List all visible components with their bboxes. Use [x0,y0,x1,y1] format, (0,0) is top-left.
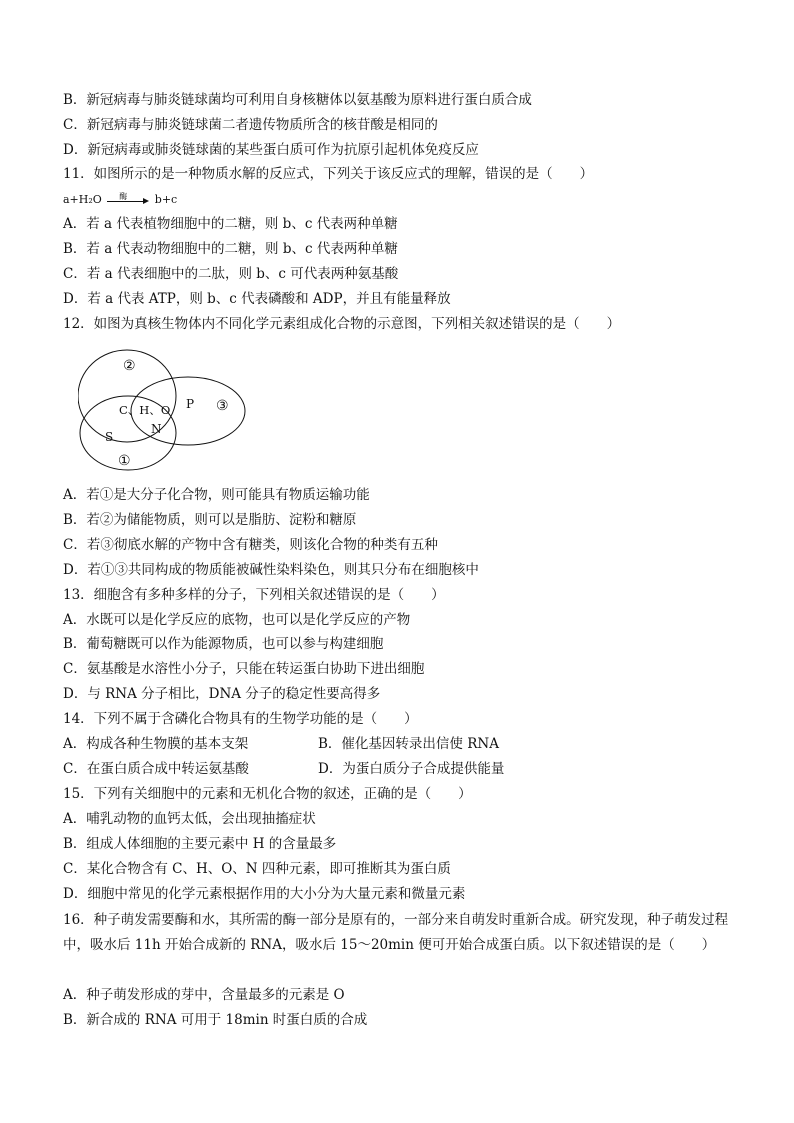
venn-label-n: N [151,422,162,436]
q11-option-d: D．若 a 代表 ATP，则 b、c 代表磷酸和 ADP，并且有能量释放 [63,291,451,307]
q12-option-b: B．若②为储能物质，则可以是脂肪、淀粉和糖原 [63,512,357,528]
venn-label-s: S [105,430,114,444]
q13-option-d: D．与 RNA 分子相比，DNA 分子的稳定性要高得多 [63,686,381,702]
venn-center-elements: C、H、O [119,403,171,417]
q15-option-a: A．哺乳动物的血钙太低，会出现抽搐症状 [63,811,316,827]
q11-option-c: C．若 a 代表细胞中的二肽，则 b、c 可代表两种氨基酸 [63,266,399,282]
q12-option-a: A．若①是大分子化合物，则可能具有物质运输功能 [63,487,370,503]
q16-option-a: A．种子萌发形成的芽中，含量最多的元素是 O [63,987,345,1003]
venn-label-1: ① [118,453,131,469]
q16-stem: 16．种子萌发需要酶和水，其所需的酶一部分是原有的，一部分来自萌发时重新合成。研究发现，种子萌发过程中，吸水后 11h 开始合成新的 RNA，吸水后 15～20min 便可开始合成蛋白质。以下叙述错误的是（ ） [63,912,729,953]
q10-option-d: D．新冠病毒或肺炎链球菌的某些蛋白质可作为抗原引起机体免疫反应 [63,142,479,158]
reaction-arrow-icon [107,192,149,205]
reaction-products: b+c [154,193,178,206]
q12-stem: 12．如图为真核生物体内不同化学元素组成化合物的示意图，下列相关叙述错误的是（ ） [63,316,621,332]
q16-option-b: B．新合成的 RNA 可用于 18min 时蛋白质的合成 [63,1012,368,1028]
q13-stem: 13．细胞含有多种多样的分子，下列相关叙述错误的是（ ） [63,587,445,603]
q15-option-b: B．组成人体细胞的主要元素中 H 的含量最多 [63,836,337,852]
q12-option-d: D．若①③共同构成的物质能被碱性染料染色，则其只分布在细胞核中 [63,562,479,578]
q15-option-c: C．某化合物含有 C、H、O、N 四种元素，即可推断其为蛋白质 [63,861,451,877]
q10-option-b: B．新冠病毒与肺炎链球菌均可利用自身核糖体以氨基酸为原料进行蛋白质合成 [63,92,532,108]
q11-option-a: A．若 a 代表植物细胞中的二糖，则 b、c 代表两种单糖 [63,216,398,232]
venn-label-2: ② [123,358,136,374]
q11-stem: 11．如图所示的是一种物质水解的反应式，下列关于该反应式的理解，错误的是（ ） [63,166,594,182]
q15-stem: 15．下列有关细胞中的元素和无机化合物的叙述，正确的是（ ） [63,786,472,802]
venn-label-p: P [186,397,195,411]
q14-stem: 14．下列不属于含磷化合物具有的生物学功能的是（ ） [63,711,418,727]
q10-option-c: C．新冠病毒与肺炎链球菌二者遗传物质所含的核苷酸是相同的 [63,117,438,133]
enzyme-label: 酶 [119,192,128,201]
q14-option-d: D．为蛋白质分子合成提供能量 [318,761,505,777]
q14-option-b: B．催化基因转录出信使 RNA [318,736,499,752]
element-venn-diagram [78,344,248,472]
q13-option-c: C．氨基酸是水溶性小分子，只能在转运蛋白协助下进出细胞 [63,661,425,677]
q11-option-b: B．若 a 代表动物细胞中的二糖，则 b、c 代表两种单糖 [63,241,398,257]
q13-option-b: B．葡萄糖既可以作为能源物质，也可以参与构建细胞 [63,636,384,652]
reaction-equation [63,192,177,208]
q13-option-a: A．水既可以是化学反应的底物，也可以是化学反应的产物 [63,612,411,628]
reaction-reactants: a+H₂O [63,193,102,206]
q14-option-c: C．在蛋白质合成中转运氨基酸 [63,761,249,777]
q15-option-d: D．细胞中常见的化学元素根据作用的大小分为大量元素和微量元素 [63,886,466,902]
q12-option-c: C．若③彻底水解的产物中含有糖类，则该化合物的种类有五种 [63,537,438,553]
venn-label-3: ③ [216,398,229,414]
q14-option-a: A．构成各种生物膜的基本支架 [63,736,249,752]
